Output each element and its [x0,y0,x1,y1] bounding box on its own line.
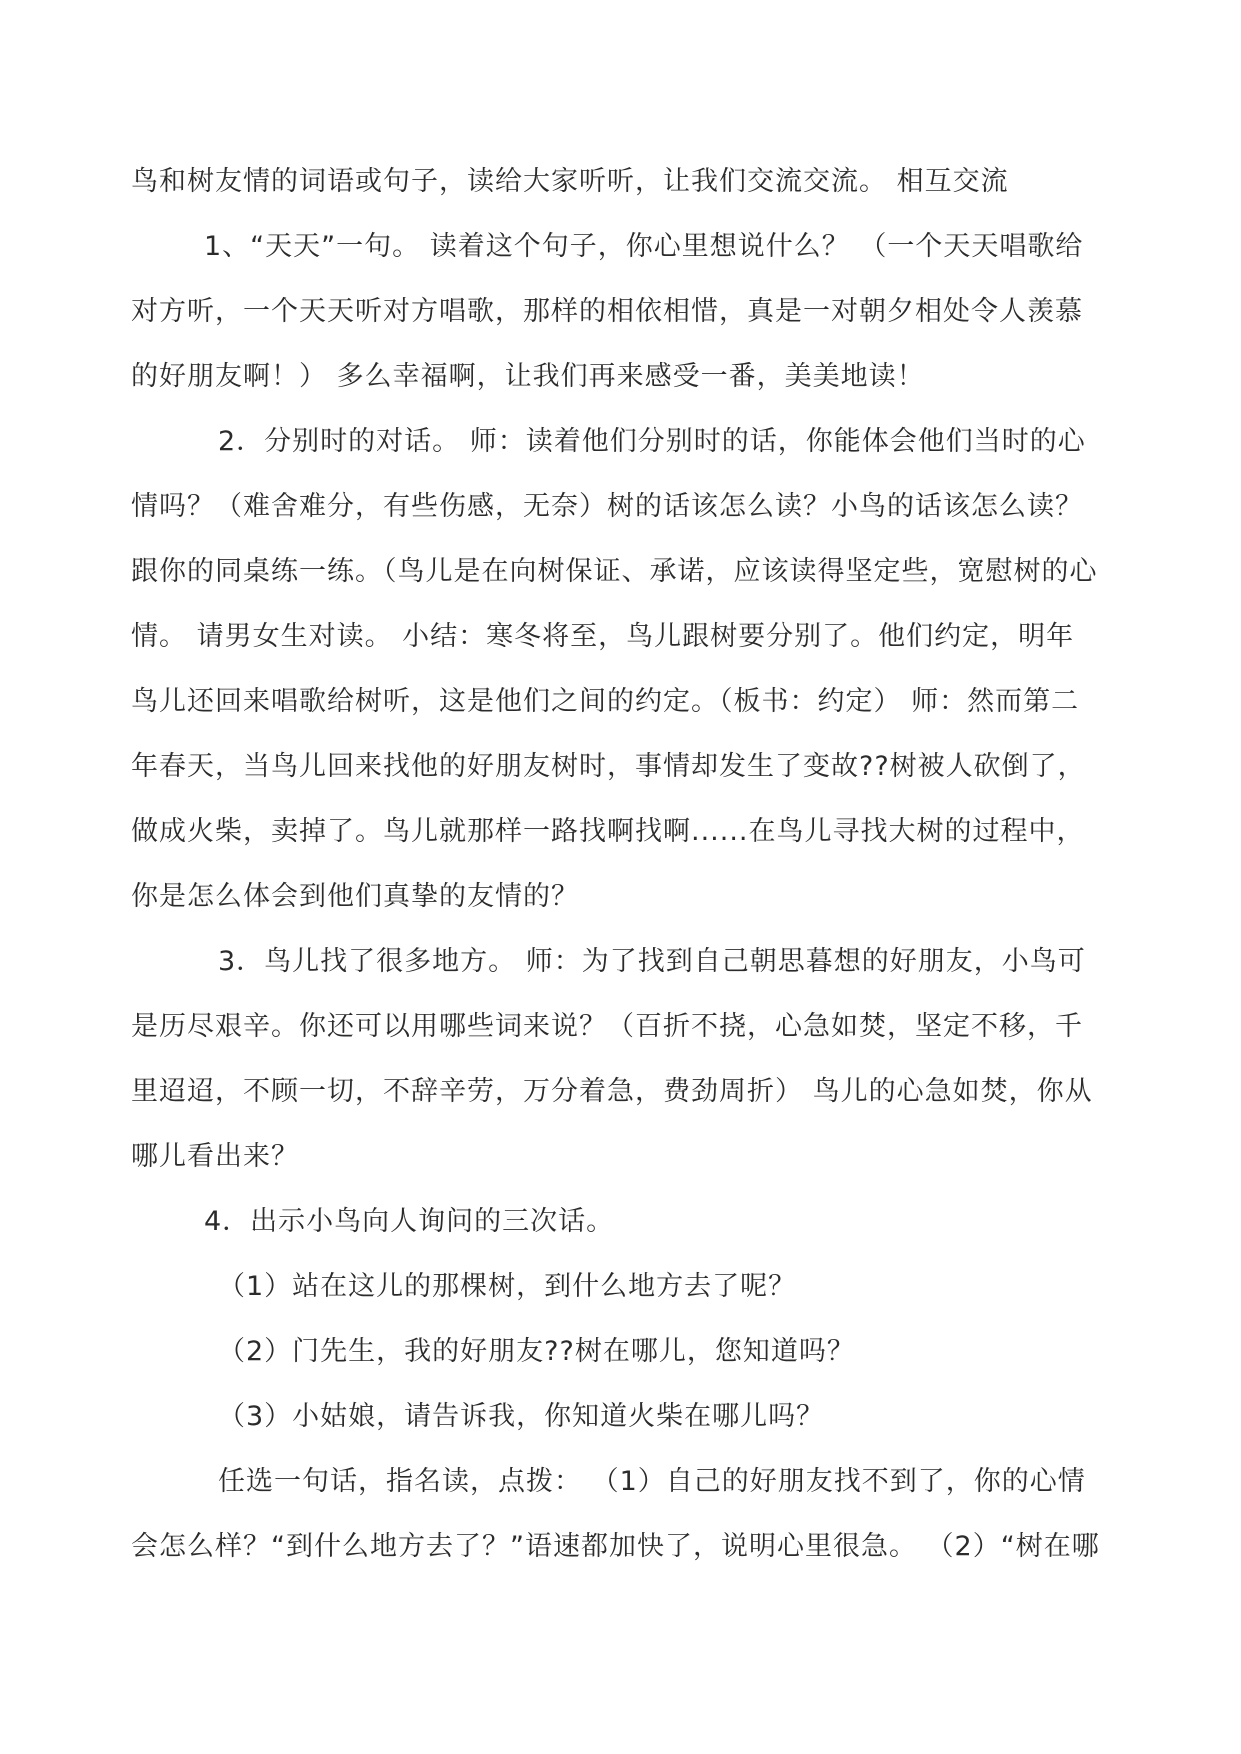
text-line: 3．鸟儿找了很多地方。 师：为了找到自己朝思暮想的好朋友，小鸟可 [218,946,1086,977]
text-line: 情。 请男女生对读。 小结：寒冬将至，鸟儿跟树要分别了。他们约定，明年 [131,621,1075,652]
text-line: 2．分别时的对话。 师：读着他们分别时的话，你能体会他们当时的心 [218,426,1086,457]
text-line: 年春天，当鸟儿回来找他的好朋友树时，事情却发生了变故??树被人砍倒了， [131,751,1086,782]
text-line: 鸟和树友情的词语或句子，读给大家听听，让我们交流交流。 相互交流 [131,166,1009,197]
text-line: 情吗？（难舍难分，有些伤感，无奈）树的话该怎么读？小鸟的话该怎么读？ [131,491,1083,522]
text-line: 里迢迢，不顾一切，不辞辛劳，万分着急，费劲周折） 鸟儿的心急如焚，你从 [131,1076,1093,1107]
text-line: （1）站在这儿的那棵树，到什么地方去了呢？ [218,1271,797,1302]
text-line: （3）小姑娘，请告诉我，你知道火柴在哪儿吗？ [218,1401,825,1432]
text-line: 4．出示小鸟向人询问的三次话。 [204,1206,615,1237]
text-line: 1、“天天”一句。 读着这个句子，你心里想说什么？ （一个天天唱歌给 [204,231,1084,262]
text-line: 的好朋友啊！） 多么幸福啊，让我们再来感受一番，美美地读！ [131,361,925,392]
text-line: 对方听，一个天天听对方唱歌，那样的相依相惜，真是一对朝夕相处令人羡慕 [131,296,1083,327]
text-line: 哪儿看出来？ [131,1141,299,1172]
text-line: （2）门先生，我的好朋友??树在哪儿，您知道吗？ [218,1336,855,1367]
text-line: 任选一句话，指名读，点拨： （1）自己的好朋友找不到了，你的心情 [218,1466,1086,1497]
text-line: 做成火柴，卖掉了。鸟儿就那样一路找啊找啊......在鸟儿寻找大树的过程中， [131,816,1085,847]
text-line: 会怎么样？“到什么地方去了？”语速都加快了，说明心里很急。 （2）“树在哪 [131,1531,1100,1562]
text-line: 是历尽艰辛。你还可以用哪些词来说？（百折不挠，心急如焚，坚定不移，千 [131,1011,1083,1042]
text-line: 鸟儿还回来唱歌给树听，这是他们之间的约定。（板书：约定） 师：然而第二 [131,686,1080,717]
text-line: 你是怎么体会到他们真挚的友情的？ [131,881,579,912]
text-line: 跟你的同桌练一练。（鸟儿是在向树保证、承诺，应该读得坚定些，宽慰树的心 [131,556,1098,587]
